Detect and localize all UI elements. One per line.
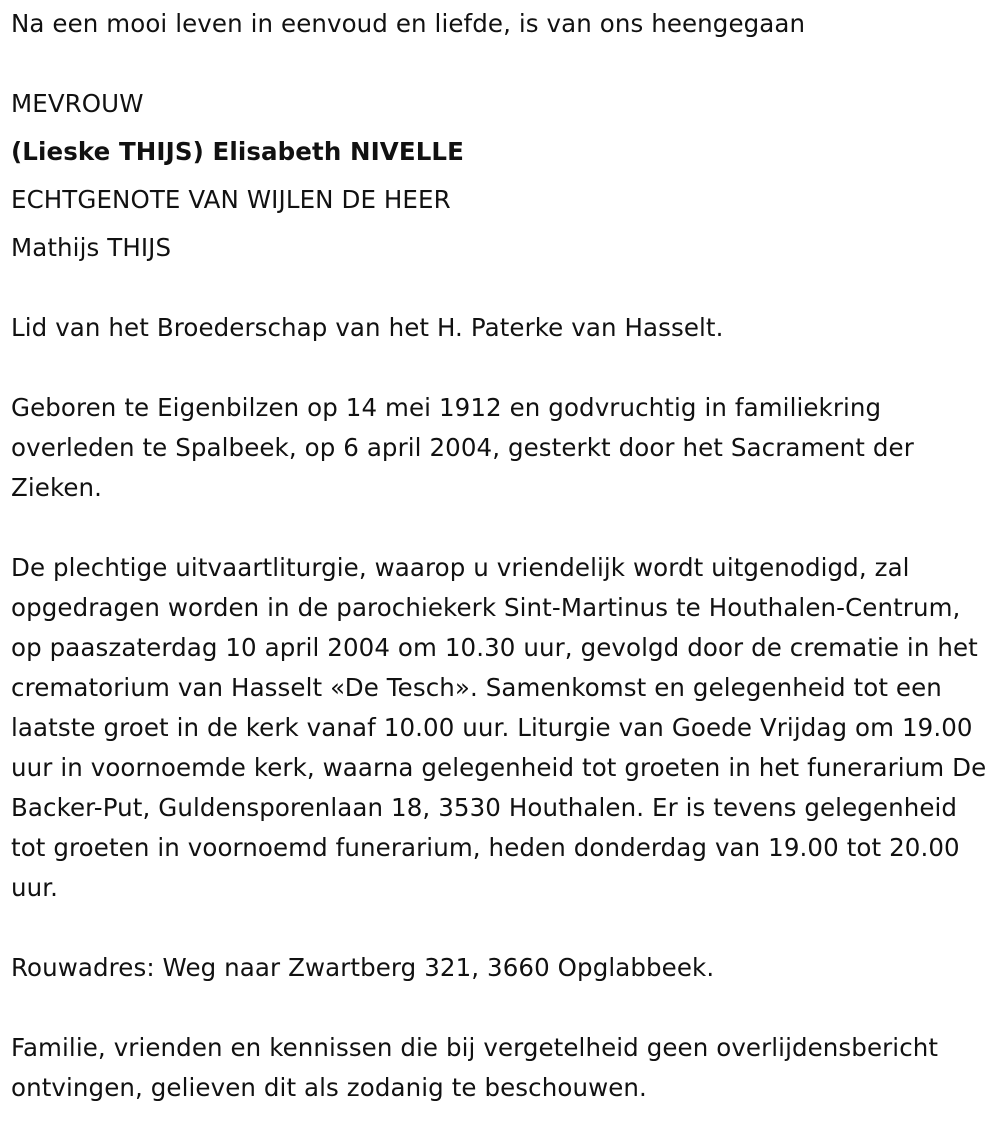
- spacer: [11, 908, 996, 948]
- obituary-notice: [11, 4, 996, 1108]
- spouse-name: Mathijs THIJS: [11, 233, 172, 262]
- spacer: [11, 508, 996, 548]
- spacer: [11, 348, 996, 388]
- spacer: [11, 44, 996, 84]
- birth-death-paragraph: Geboren te Eigenbilzen op 14 mei 1912 en godvruchtig in familiekring overleden te Spalbeek, op 6 april 2004, gesterkt door het Sacrament der Zieken.: [11, 393, 914, 502]
- closing-note: Familie, vrienden en kennissen die bij vergetelheid geen overlijdensbericht ontvingen, gelieven dit als zodanig te beschouwen.: [11, 1033, 939, 1102]
- funeral-details-paragraph: De plechtige uitvaartliturgie, waarop u vriendelijk wordt uitgenodigd, zal opgedragen worden in de parochiekerk Sint-Martinus te Houthalen-Centrum, op paaszaterdag 10 april 2004 om 10.30 uur, gevolgd door de crematie in het crematorium van Hasselt «De Tesch». Samenkomst en gelegenheid tot een laatste groet in de kerk vanaf 10.00 uur. Liturgie van Goede Vrijdag om 19.00 uur in voornoemde kerk, waarna gelegenheid tot groeten in het funerarium De Backer-Put, Guldensporenlaan 18, 3530 Houthalen. Er is tevens gelegenheid tot groeten in voornoemd funerarium, heden donderdag van 19.00 tot 20.00 uur.: [11, 553, 987, 902]
- membership-line: Lid van het Broederschap van het H. Paterke van Hasselt.: [11, 313, 724, 342]
- mourning-address: Rouwadres: Weg naar Zwartberg 321, 3660 Opglabbeek.: [11, 953, 715, 982]
- intro-line: Na een mooi leven in eenvoud en liefde, is van ons heengegaan: [11, 9, 806, 38]
- spacer: [11, 268, 996, 308]
- deceased-name: (Lieske THIJS) Elisabeth NIVELLE: [11, 137, 464, 166]
- salutation: MEVROUW: [11, 89, 144, 118]
- spouse-line: ECHTGENOTE VAN WIJLEN DE HEER: [11, 185, 451, 214]
- spacer: [11, 988, 996, 1028]
